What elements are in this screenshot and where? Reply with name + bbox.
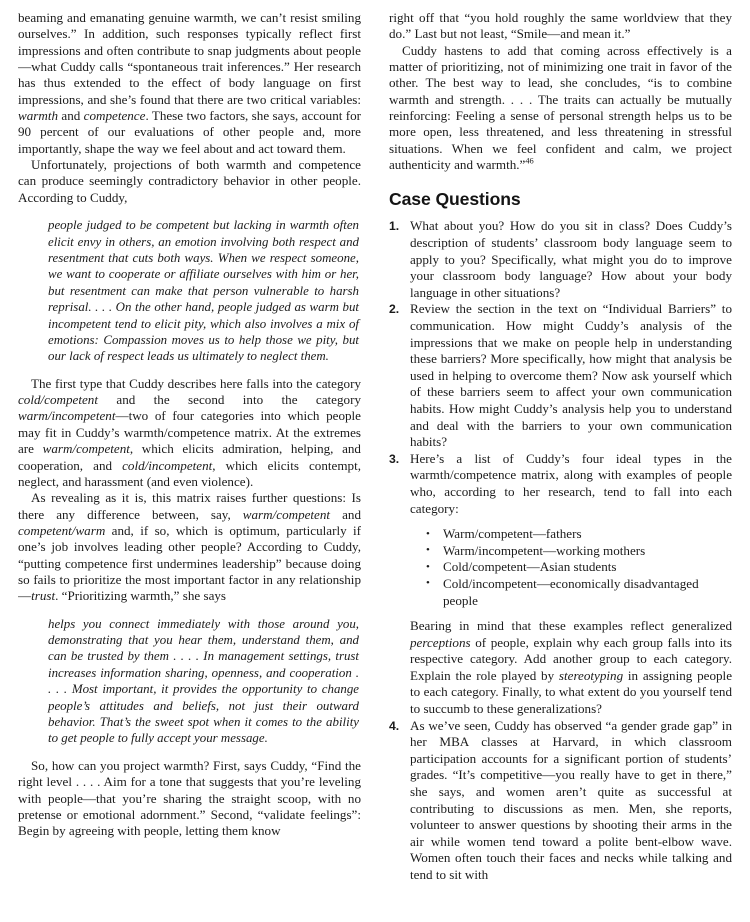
right-column-body [389, 10, 732, 173]
left-column-content [18, 10, 361, 840]
body-paragraph [18, 10, 361, 157]
text-run: and [58, 108, 84, 124]
footnote-marker: 46 [525, 156, 534, 166]
italic-run: warm/incompetent [18, 408, 116, 424]
text-run: , which elicits admiration, helping, and cooperation, and [18, 441, 361, 473]
italic-run: warm/competent [242, 506, 331, 522]
block-quote [18, 217, 361, 365]
italic-run: cold/incompetent [122, 457, 213, 473]
italic-run: trust [31, 588, 56, 604]
right-column [389, 10, 732, 922]
text-run: . “Prioritizing warmth,” she says [55, 588, 227, 604]
bullet-item: • Warm/competent—fathers [426, 526, 732, 543]
italic-run: stereotyping [558, 667, 624, 683]
body-paragraph [389, 43, 732, 174]
text-run: Review the section in the text on “Individual Barriers” to communication. How might Cuddy’s analysis of the impressions that we make on people help in understanding these barriers? More specifically, how might that analysis be used in helping to overcome them? Now ask yourself which of these barriers seem to affect your own communication habits. How might Cuddy’s analysis help you to understand and deal with the barriers to your own communication habits? [410, 301, 732, 450]
italic-run: warmth [18, 108, 59, 124]
text-run: What about you? How do you sit in class? Does Cuddy’s description of students’ classroom body language seem to apply to you? Specifically, what might you do to improve your classroom body language? How about your body language in other situations? [410, 218, 732, 300]
text-run: and the second into the category [98, 392, 361, 408]
text-run: in assigning people to each category. Finally, to what extent do you yourself tend to succumb to these generalizations? [410, 667, 732, 717]
body-paragraph [18, 376, 361, 490]
question-text [410, 618, 732, 718]
question-number: 4. [389, 718, 400, 733]
text-run: of people, explain why each group falls into its respective category. Add another group to each category. Explain the role played by [410, 634, 732, 683]
text-run: Bearing in mind that these examples reflect generalized [410, 618, 732, 634]
case-question-item [389, 451, 732, 718]
text-run: Unfortunately, projections of both warmth and competence can produce seemingly contradictory behavior in other people. According to Cuddy, [18, 157, 361, 205]
italic-run: competence [83, 108, 146, 124]
case-question-item [389, 218, 732, 301]
text-run: So, how can you project warmth? First, says Cuddy, “Find the right level . . . . Aim for a tone that suggests that you’re leveling with people—that you’re sharing the straight scoop, with no pretense or emotional adornment.” Second, “validate feelings”: Begin by agreeing with people, letting them know [18, 757, 361, 839]
italic-run: cold/competent [18, 392, 98, 408]
question-text [410, 718, 732, 884]
text-run: beaming and emanating genuine warmth, we can’t resist smiling ourselves.” In addition, such responses typically reflect first impressions and often contribute to snap judgments about people—what Cuddy calls “spontaneous trait inferences.” Her research has thus extended to the effect of body language on first impressions, and she’s found that there are two critical variables: [18, 10, 361, 107]
text-run: . These two factors, she says, account for 90 percent of our evaluations of other people and, more importantly, shape the way we feel about and act toward them. [18, 108, 361, 156]
question-number: 1. [389, 219, 400, 234]
italic-run: competent/warm [18, 522, 106, 538]
bullet-item: • Warm/incompetent—working mothers [426, 543, 732, 560]
text-run: people judged to be competent but lacking in warmth often elicit envy in others, an emotion involving both respect and resentment that cuts both ways. When we respect someone, we want to cooperate or affiliate ourselves with him or her, but resentment can make that person vulnerable to harsh reprisal. . . . On the other hand, people judged as warm but incompetent tend to elicit pity, which also involves a mix of emotions: Compassion moves us to help those we pity, but our lack of respect leads us ultimately to neglect them. [48, 218, 359, 364]
body-paragraph [389, 10, 732, 43]
text-run: and [330, 506, 361, 522]
question-text [410, 218, 732, 301]
question-text [410, 301, 732, 450]
text-run: helps you connect immediately with those around you, demonstrating that you hear them, understand them, and can be trusted by them . . . . In management settings, trust increases information sharing, openness, and cooperation . . . . Most important, it provides the opportunity to change people’s attitudes and beliefs, not just their outward behavior. That’s the sweet spot when it comes to the ability to get people to fully accept your message. [48, 616, 359, 746]
case-questions-heading: Case Questions [389, 189, 521, 210]
question-number: 3. [389, 451, 400, 466]
bullet-list [410, 526, 732, 609]
text-run: Here’s a list of Cuddy’s four ideal types in the warmth/competence matrix, along with examples of people who, according to her research, tend to fall into each category: [410, 450, 732, 516]
question-number: 2. [389, 302, 400, 317]
block-quote [18, 616, 361, 747]
case-questions-list [389, 218, 732, 883]
body-paragraph [18, 157, 361, 206]
text-run: and, if so, which is optimum, particularly if one’s job involves leading other people? According to Cuddy, “putting competence first undermines leadership” because doing so fails to prioritize the most important factor in any relationship— [18, 522, 361, 604]
bullet-item: • Cold/incompetent—economically disadvantaged people [426, 576, 732, 609]
text-run: As we’ve seen, Cuddy has observed “a gender grade gap” in her MBA classes at Harvard, in which classroom participation accounts for a significant portion of students’ grades. “It’s competitive—you really have to get in there,” she says, and women aren’t quite as successful at contributing to discussions as men. Men, she reports, volunteer to answer questions by shooting their arms in the air while women tend toward a polite bent-elbow wave. Women often touch their faces and necks while talking and tend to sit with [410, 717, 732, 882]
body-paragraph [18, 758, 361, 840]
text-run: right off that “you hold roughly the same worldview that they do.” Last but not least, “Smile—and mean it.” [389, 10, 732, 42]
left-column [18, 10, 361, 922]
text-run: —two of four categories into which people may fit in Cuddy’s warmth/competence matrix. At the extremes are [18, 408, 361, 457]
text-run: As revealing as it is, this matrix raises further questions: Is there any difference between, say, [18, 490, 361, 522]
case-question-item [389, 718, 732, 884]
italic-run: warm/competent [42, 441, 130, 457]
bullet-item: • Cold/competent—Asian students [426, 559, 732, 576]
question-text [410, 451, 732, 517]
text-run: , which elicits contempt, neglect, and harassment (and even violence). [18, 457, 361, 489]
two-column-layout [18, 10, 732, 922]
italic-run: perceptions [410, 634, 471, 650]
text-run: The first type that Cuddy describes here falls into the category [31, 375, 361, 391]
body-paragraph [18, 490, 361, 604]
text-run: Cuddy hastens to add that coming across effectively is a matter of prioritizing, not of minimizing one trait in favor of the other. The best way to lead, she concludes, “is to combine warmth and strength. . . . The traits can actually be mutually reinforcing: Feeling a sense of personal strength helps us to be more open, less threatened, and less threatening in stressful situations. When we feel confident and calm, we project authenticity and warmth.” [389, 42, 732, 173]
case-question-item [389, 301, 732, 450]
